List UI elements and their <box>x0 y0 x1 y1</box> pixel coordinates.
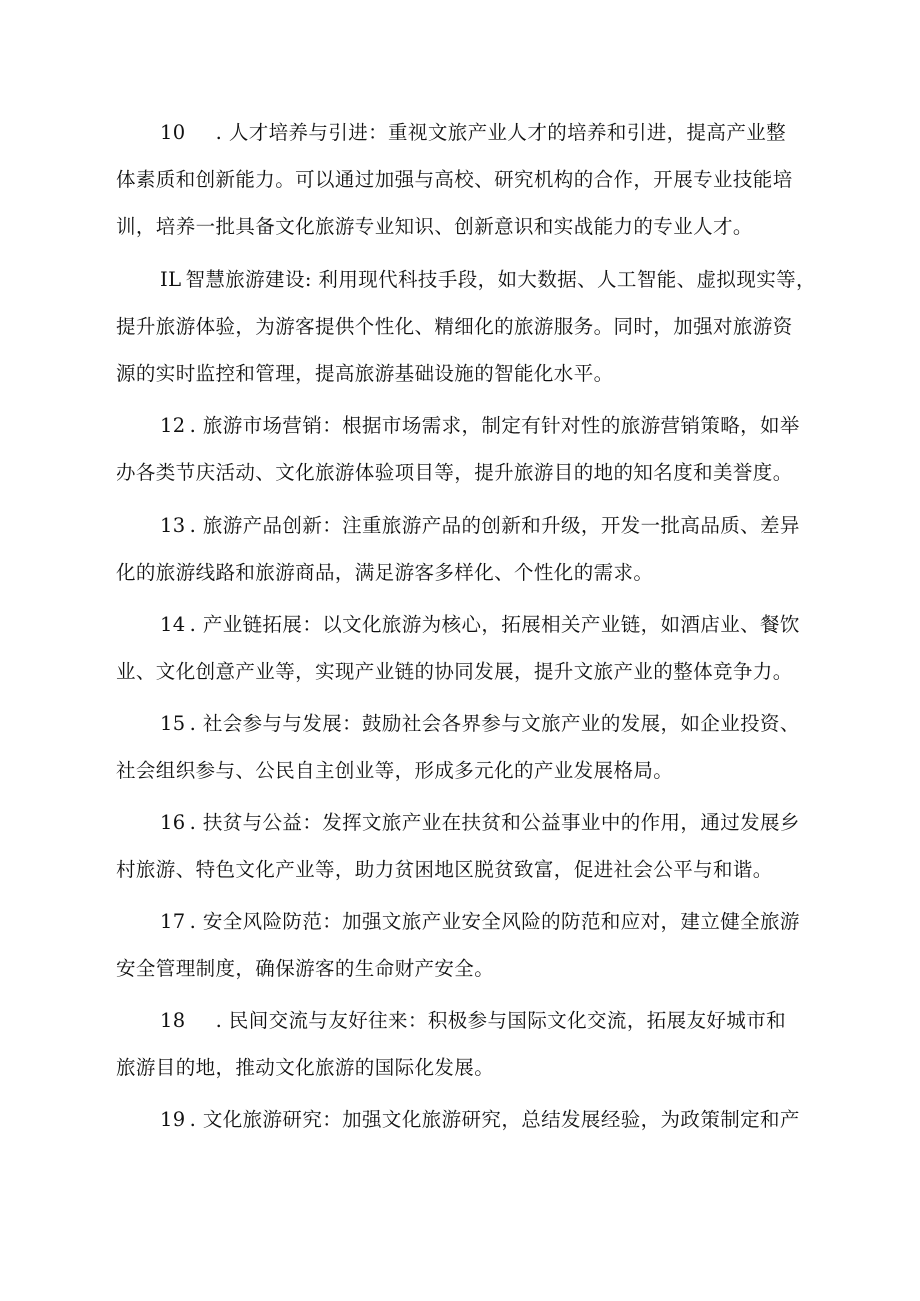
paragraph-text: . 文化旅游研究：加强文化旅游研究，总结发展经验，为政策制定和产 <box>189 1108 800 1131</box>
paragraph-text: . 旅游市场营销：根据市场需求，制定有针对性的旅游营销策略，如举 <box>189 414 800 437</box>
paragraph-number: 19 <box>160 1108 186 1131</box>
paragraph-19 <box>116 1108 806 1132</box>
paragraph-18 <box>116 1009 806 1080</box>
paragraph-11 <box>116 268 816 386</box>
paragraph-text: 旅游目的地，推动文化旅游的国际化发展。 <box>116 1056 495 1079</box>
paragraph-text: . 民间交流与友好往来：积极参与国际文化交流，拓展友好城市和 <box>215 1009 787 1032</box>
paragraph-text: . 旅游产品创新：注重旅游产品的创新和升级，开发一批高品质、差异 <box>189 514 800 537</box>
paragraph-number: 14 <box>160 613 186 636</box>
paragraph-text: 化的旅游线路和旅游商品，满足游客多样化、个性化的需求。 <box>116 561 654 584</box>
paragraph-14 <box>116 613 806 684</box>
paragraph-number: IL <box>160 268 182 291</box>
paragraph-text: . 扶贫与公益：发挥文旅产业在扶贫和公益事业中的作用，通过发展乡 <box>189 811 800 834</box>
paragraph-17 <box>116 910 806 981</box>
paragraph-text: 办各类节庆活动、文化旅游体验项目等，提升旅游目的地的知名度和美誉度。 <box>116 461 793 484</box>
paragraph-number: 12 <box>160 414 186 437</box>
paragraph-15 <box>116 712 806 783</box>
paragraph-number: 13 <box>160 514 186 537</box>
paragraph-text: 智慧旅游建设: 利用现代科技手段，如大数据、人工智能、虚拟现实等， <box>185 268 816 291</box>
paragraph-13 <box>116 514 806 585</box>
paragraph-number: 16 <box>160 811 186 834</box>
paragraph-text: . 安全风险防范：加强文旅产业安全风险的防范和应对，建立健全旅游 <box>189 910 800 933</box>
paragraph-text: 训，培养一批具备文化旅游专业知识、创新意识和实战能力的专业人才。 <box>116 215 753 238</box>
paragraph-text: . 人才培养与引进：重视文旅产业人才的培养和引进，提高产业整 <box>215 121 787 144</box>
paragraph-text: 业、文化创意产业等，实现产业链的协同发展，提升文旅产业的整体竞争力。 <box>116 660 793 683</box>
paragraph-text: . 社会参与与发展：鼓励社会各界参与文旅产业的发展，如企业投资、 <box>189 712 800 735</box>
paragraph-text: 体素质和创新能力。可以通过加强与高校、研究机构的合作，开展专业技能培 <box>116 168 793 191</box>
paragraph-number: 10 <box>160 121 186 144</box>
paragraph-number: 18 <box>160 1009 186 1032</box>
paragraph-number: 15 <box>160 712 186 735</box>
paragraph-text: 社会组织参与、公民自主创业等，形成多元化的产业发展格局。 <box>116 759 674 782</box>
paragraph-number: 17 <box>160 910 186 933</box>
paragraph-text: . 产业链拓展：以文化旅游为核心，拓展相关产业链，如酒店业、餐饮 <box>189 613 800 636</box>
paragraph-10 <box>116 121 806 239</box>
paragraph-16 <box>116 811 806 882</box>
paragraph-text: 提升旅游体验，为游客提供个性化、精细化的旅游服务。同时，加强对旅游资 <box>116 315 793 338</box>
paragraph-text: 源的实时监控和管理，提高旅游基础设施的智能化水平。 <box>116 362 614 385</box>
paragraph-text: 安全管理制度，确保游客的生命财产安全。 <box>116 957 495 980</box>
paragraph-12 <box>116 414 806 485</box>
paragraph-text: 村旅游、特色文化产业等，助力贫困地区脱贫致富，促进社会公平与和谐。 <box>116 858 773 881</box>
